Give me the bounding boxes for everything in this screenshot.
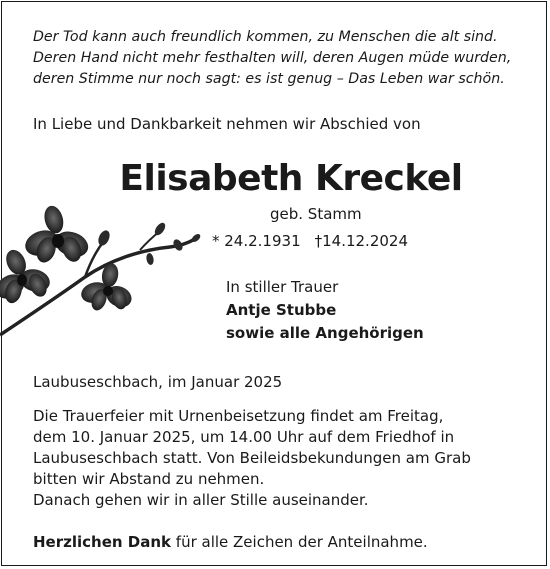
thanks-line: [33, 533, 428, 551]
service-info-line: bitten wir Abstand zu nehmen.: [33, 470, 265, 488]
mourners-block: [226, 276, 424, 345]
deceased-name: Elisabeth Kreckel: [119, 158, 463, 199]
service-info-line: Danach gehen wir in aller Stille auseinander.: [33, 491, 369, 509]
poem: [33, 27, 512, 90]
poem-line: Der Tod kann auch freundlich kommen, zu Menschen die alt sind.: [33, 29, 498, 45]
life-dates: [212, 232, 408, 250]
service-info: [33, 406, 473, 511]
service-info-line: Die Trauerfeier mit Urnenbeisetzung findet am Freitag,: [33, 407, 444, 425]
thanks-bold: Herzlichen Dank: [33, 533, 172, 551]
poem-line: deren Stimme nur noch sagt: es ist genug – Das Leben war schön.: [33, 71, 505, 87]
mourner-name: sowie alle Angehörigen: [226, 324, 424, 342]
place-and-date: Laubuseschbach, im Januar 2025: [33, 373, 283, 391]
birth-date: * 24.2.1931: [212, 232, 301, 250]
poem-line: Deren Hand nicht mehr festhalten will, deren Augen müde wurden,: [33, 50, 512, 66]
orchid-branch-icon: [0, 205, 205, 365]
mourners-intro: In stiller Trauer: [226, 278, 339, 296]
service-info-line: Laubuseschbach statt. Von Beileidsbekundungen am Grab: [33, 449, 471, 467]
farewell-intro: In Liebe und Dankbarkeit nehmen wir Abschied von: [33, 115, 421, 133]
birth-name: geb. Stamm: [270, 205, 362, 223]
thanks-rest: für alle Zeichen der Anteilnahme.: [171, 533, 428, 551]
mourner-name: Antje Stubbe: [226, 301, 337, 319]
death-date: †14.12.2024: [314, 232, 408, 250]
service-info-line: dem 10. Januar 2025, um 14.00 Uhr auf dem Friedhof in: [33, 428, 455, 446]
